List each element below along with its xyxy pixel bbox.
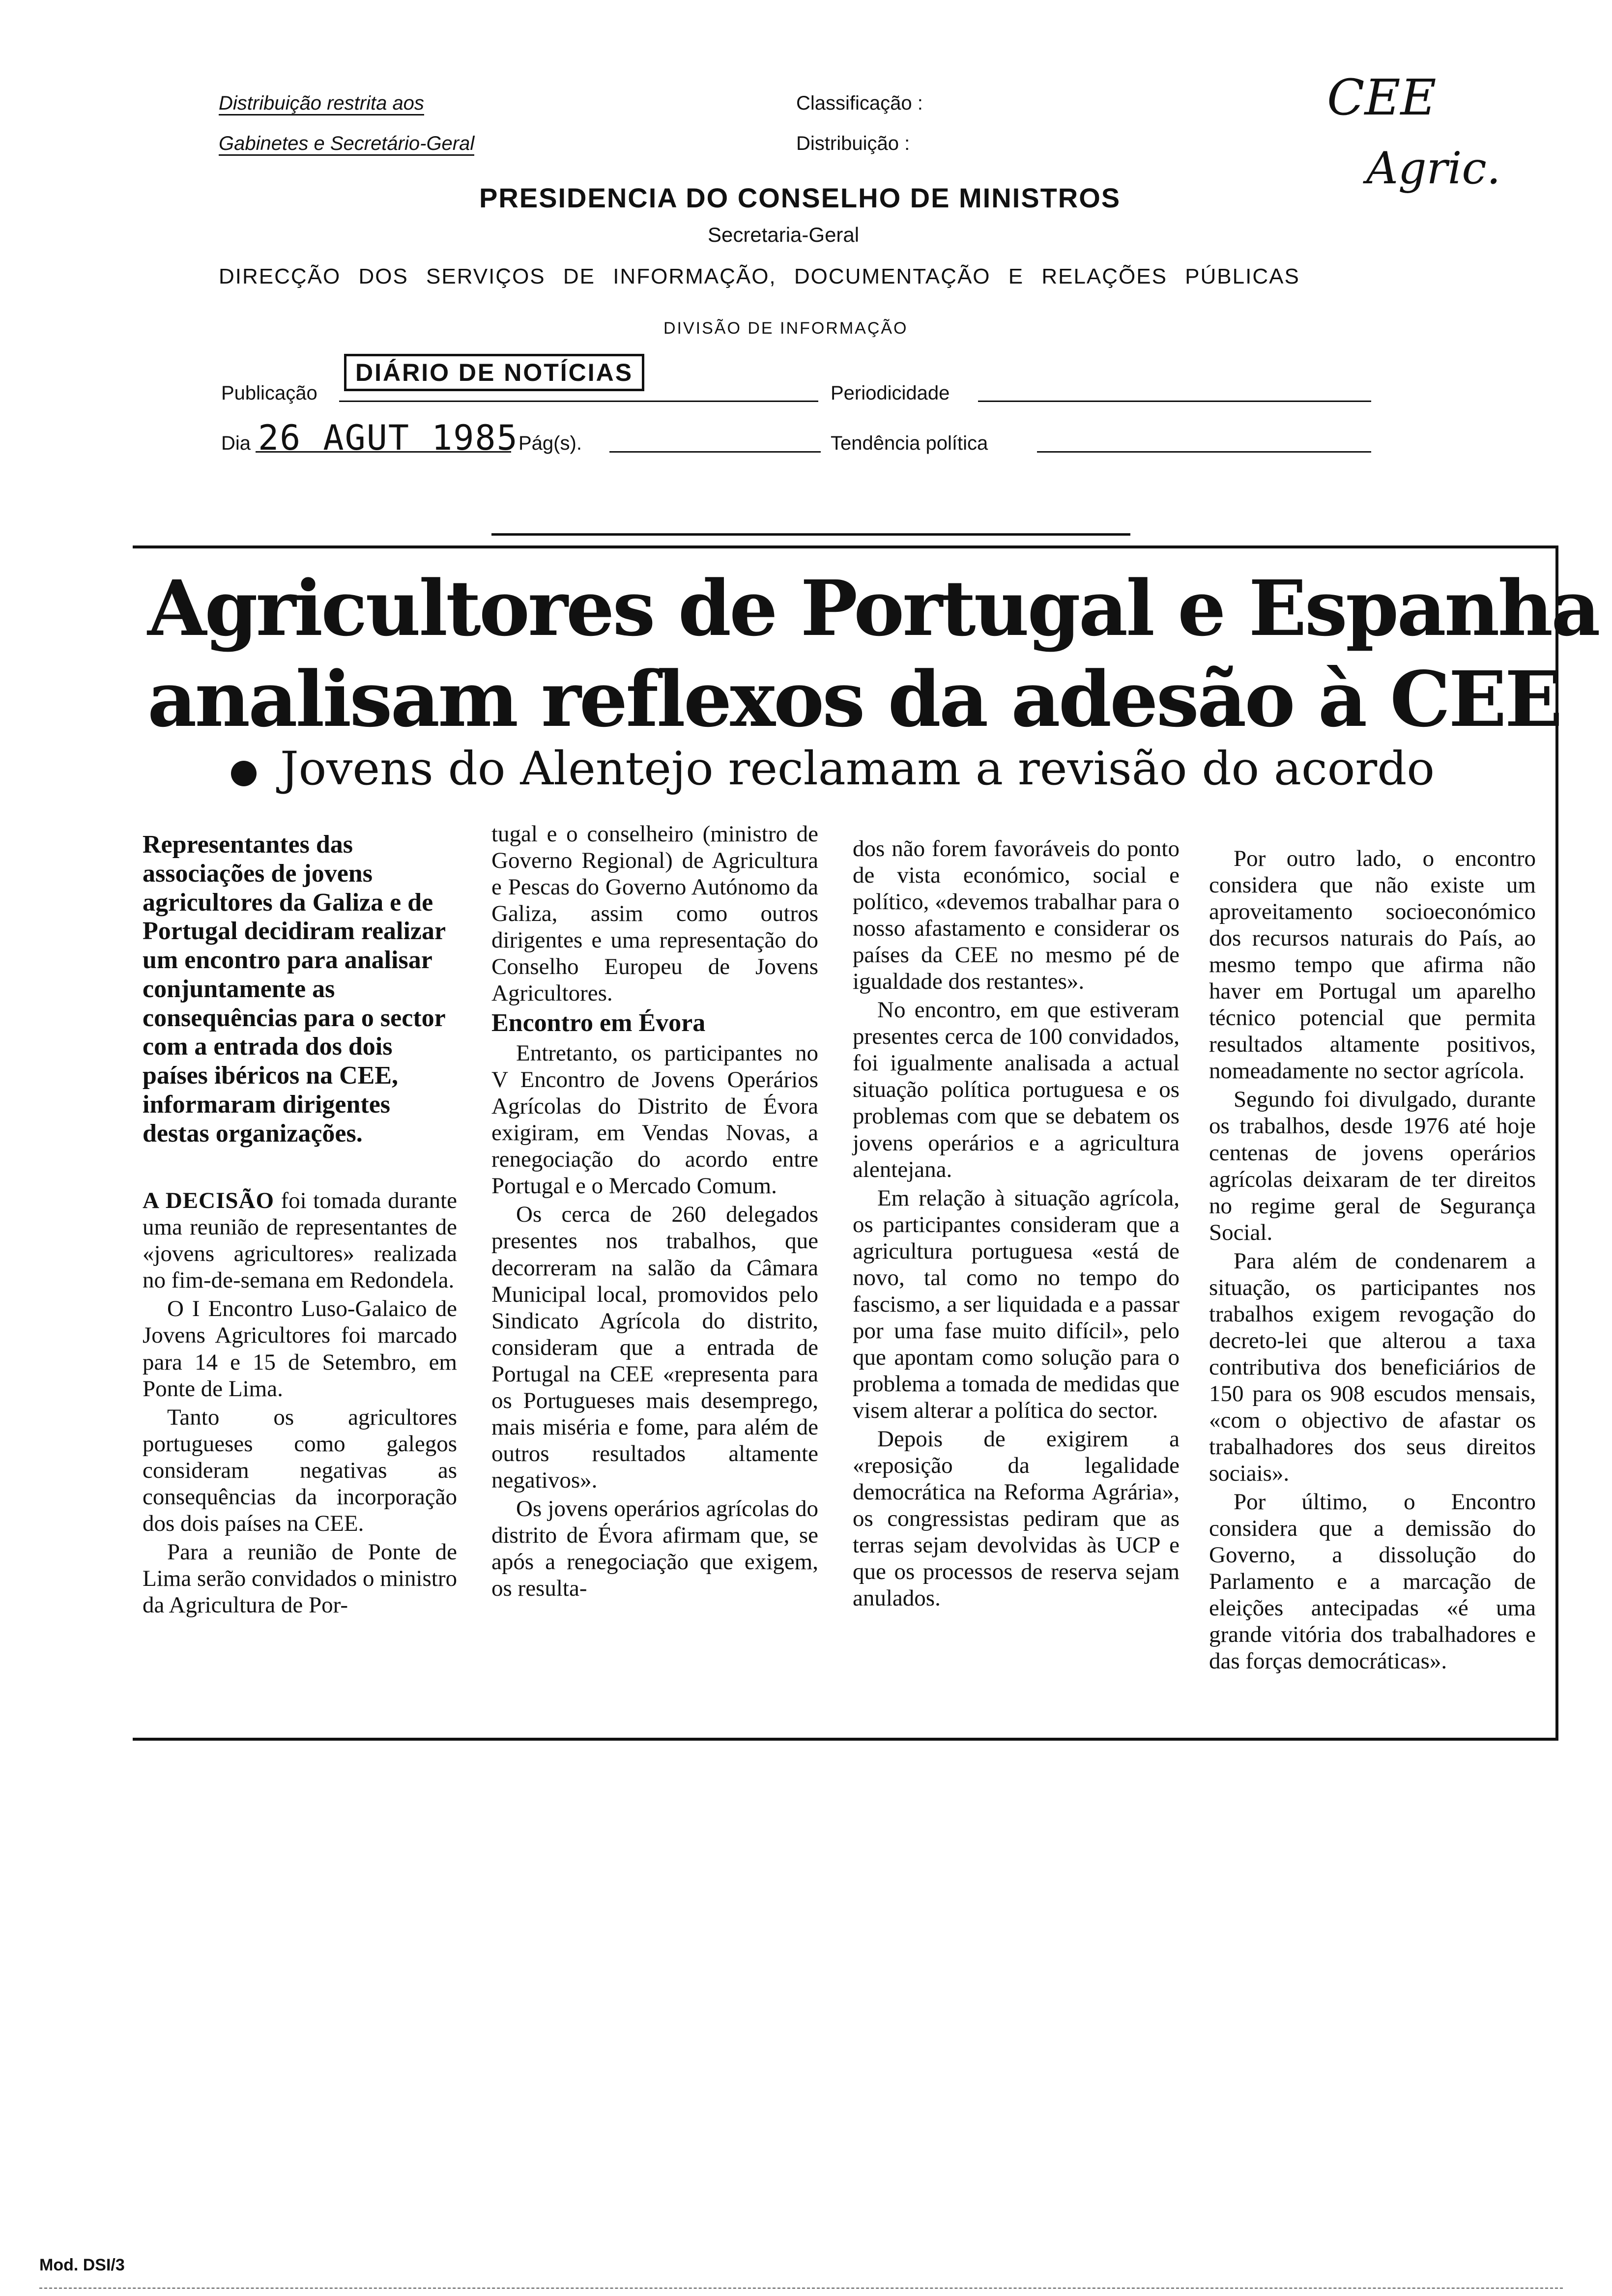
bullet-icon xyxy=(231,761,257,786)
distribuicao-label: Distribuição : xyxy=(796,133,910,154)
tendencia-field-line xyxy=(1037,451,1371,453)
column-3 xyxy=(853,835,1180,1613)
column-1 xyxy=(143,831,457,1620)
classificacao-label: Classificação : xyxy=(796,92,923,114)
paragraph: Por último, o Encontro considera que a demissão do Governo, a dissolução do Parlamento e a marcação de eleições antecipadas «é uma grande vitória dos trabalhadores e das forças democráticas». xyxy=(1209,1489,1536,1674)
tendencia-label: Tendência política xyxy=(831,432,988,454)
pags-label: Pág(s). xyxy=(518,432,582,454)
paragraph: O I Encontro Luso-Galaico de Jovens Agricultores foi marcado para 14 e 15 de Setembro, em Ponte de Lima. xyxy=(143,1296,457,1402)
date-stamp: 26 AGUT 1985 xyxy=(258,418,518,458)
institution-title: PRESIDENCIA DO CONSELHO DE MINISTROS xyxy=(479,182,1121,213)
clipping-rule xyxy=(491,533,1130,536)
handwritten-note-cee: CEE xyxy=(1327,69,1437,126)
paragraph: Os jovens operários agrícolas do distrito de Évora afirmam que, se após a renegociação que exigem, os resulta- xyxy=(491,1495,818,1602)
section-heading: Encontro em Évora xyxy=(491,1009,706,1037)
publicacao-field-line xyxy=(339,401,818,402)
column-2 xyxy=(491,821,818,1604)
headline-line-1: Agricultores de Portugal e Espanha xyxy=(147,563,1599,653)
paragraph: Tanto os agricultores portugueses como galegos consideram negativas as consequências da incorporação dos dois países na CEE. xyxy=(143,1404,457,1536)
scan-bottom-edge xyxy=(39,2288,1563,2289)
paragraph: tugal e o conselheiro (ministro de Governo Regional) de Agricultura e Pescas do Governo Autónomo da Galiza, assim como outros dirigentes e uma representação do Conselho Europeu de Jovens Agricultores. xyxy=(491,821,818,1006)
publication-stamp: DIÁRIO DE NOTÍCIAS xyxy=(344,354,644,391)
dia-field-line xyxy=(256,451,511,453)
division-label: DIVISÃO DE INFORMAÇÃO xyxy=(663,319,908,338)
headline-line-2: analisam reflexos da adesão à CEE xyxy=(147,654,1561,744)
drop-cap-phrase: A DECISÃO xyxy=(143,1188,275,1214)
handwritten-note-agric: Agric. xyxy=(1366,143,1501,194)
column-4 xyxy=(1209,845,1536,1676)
paragraph: Depois de exigirem a «reposição da legalidade democrática na Reforma Agrária», os congressistas pediram que as terras sejam devolvidas às UCP e que os processos de reserva sejam anulados. xyxy=(853,1426,1180,1611)
paragraph: No encontro, em que estiveram presentes cerca de 100 convidados, foi igualmente analisada a actual situação política portuguesa e os problemas com que se debatem os jovens operários e a agricultura alentejana. xyxy=(853,997,1180,1182)
periodicidade-label: Periodicidade xyxy=(831,382,950,404)
directorate-line: DIRECÇÃO DOS SERVIÇOS DE INFORMAÇÃO, DOCUMENTAÇÃO E RELAÇÕES PÚBLICAS xyxy=(219,264,1300,288)
form-model-code: Mod. DSI/3 xyxy=(39,2256,125,2274)
article-lead: Representantes das associações de jovens agricultores da Galiza e de Portugal decidiram realizar um encontro para analisar conjuntamente as consequências para o sector com a entrada dos dois países ibéricos na CEE, informaram dirigentes destas organizações. xyxy=(143,831,446,1148)
pags-field-line xyxy=(609,451,821,453)
paragraph: Os cerca de 260 delegados presentes nos trabalhos, que decorreram na salão da Câmara Municipal local, promovidos pelo Sindicato Agrícola do distrito, consideram que a entrada de Portugal na CEE «representa para os Portugueses mais desemprego, mais miséria e fome, para além de outros resultados altamente negativos». xyxy=(491,1202,818,1493)
periodicidade-field-line xyxy=(978,401,1371,402)
subheadline: Jovens do Alentejo reclamam a revisão do acordo xyxy=(280,742,1435,796)
paragraph: Por outro lado, o encontro considera que não existe um aproveitamento socioeconómico dos recursos naturais do País, ao mesmo tempo que afirma não haver em Portugal um aparelho técnico potencial que permita resultados altamente positivos, nomeadamente no sector agrícola. xyxy=(1209,846,1536,1084)
dia-label: Dia xyxy=(221,432,251,454)
paragraph: Para além de condenarem a situação, os participantes nos trabalhos exigem revogação do decreto-lei que alterou a taxa contributiva dos beneficiários de 150 para os 908 escudos mensais, «com o objectivo de afastar os trabalhadores dos seus direitos sociais». xyxy=(1209,1248,1536,1487)
paragraph: foi tomada durante uma reunião de representantes de «jovens agricultores» realizada no fim-de-semana em Redondela. xyxy=(143,1188,457,1293)
paragraph: Entretanto, os participantes no V Encontro de Jovens Operários Agrícolas do Distrito de Évora exigiram, em Vendas Novas, a renegociação do acordo entre Portugal e o Mercado Comum. xyxy=(491,1040,818,1199)
restriction-line-2: Gabinetes e Secretário-Geral xyxy=(219,133,474,156)
paragraph: Em relação à situação agrícola, os participantes consideram que a agricultura portuguesa «está de novo, tal como no tempo do fascismo, a ser liquidada e a passar por uma fase muito difícil», pelo que apontam como solução para o problema a tomada de medidas que visem alterar a política do sector. xyxy=(853,1185,1180,1423)
paragraph: Para a reunião de Ponte de Lima serão convidados o ministro da Agricultura de Por- xyxy=(143,1539,457,1618)
publicacao-label: Publicação xyxy=(221,382,317,404)
paragraph: Segundo foi divulgado, durante os trabalhos, desde 1976 até hoje centenas de jovens operários agrícolas deixaram de ter direitos no regime geral de Segurança Social. xyxy=(1209,1087,1536,1245)
secretaria-geral: Secretaria-Geral xyxy=(708,223,860,246)
restriction-line-1: Distribuição restrita aos xyxy=(219,92,424,115)
paragraph: dos não forem favoráveis do ponto de vista económico, social e político, «devemos trabalhar para o nosso afastamento e considerar os países da CEE no mesmo pé de igualdade dos restantes». xyxy=(853,836,1180,995)
